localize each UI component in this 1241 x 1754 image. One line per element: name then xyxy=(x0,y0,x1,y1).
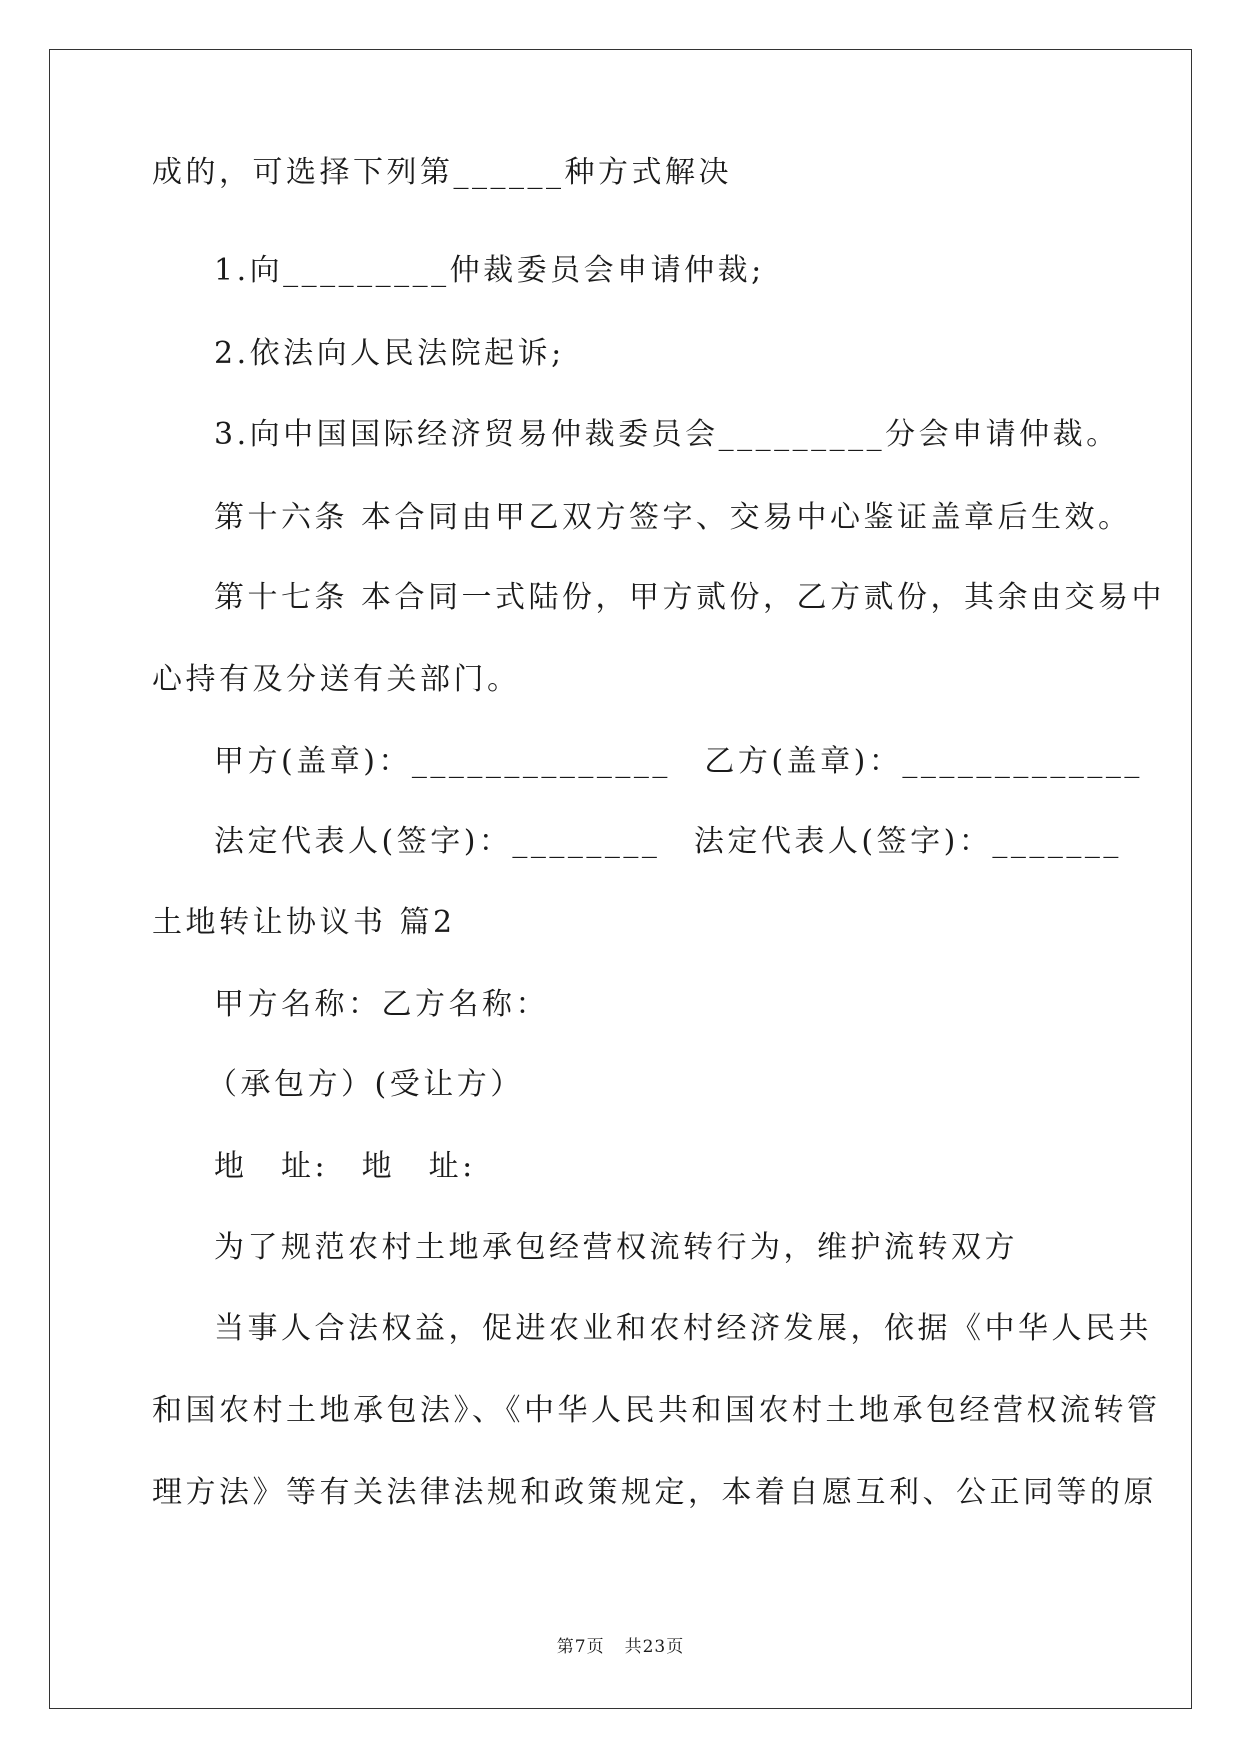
signature-line-seal: 甲方(盖章)：______________ 乙方(盖章)：_____________ xyxy=(214,744,1143,779)
text-line: 为了规范农村土地承包经营权流转行为，维护流转双方 xyxy=(214,1230,1018,1265)
text-line: 1.向_________仲裁委员会申请仲裁; xyxy=(214,253,765,288)
text-line: 第十六条 本合同由甲乙双方签字、交易中心鉴证盖章后生效。 xyxy=(214,500,1132,535)
text-line: 甲方名称：乙方名称： xyxy=(214,987,549,1022)
text-line: 和国农村土地承包法》、《中华人民共和国农村土地承包经营权流转管 xyxy=(152,1393,1161,1428)
page-footer xyxy=(0,1632,1241,1657)
section-heading: 土地转让协议书 篇2 xyxy=(152,905,456,940)
page-number: 第7页 xyxy=(556,1637,605,1657)
text-line: （承包方）(受让方） xyxy=(207,1067,524,1102)
page-border xyxy=(49,49,1192,1709)
text-line: 理方法》等有关法律法规和政策规定，本着自愿互利、公正同等的原 xyxy=(152,1475,1157,1510)
text-line: 当事人合法权益，促进农业和农村经济发展，依据《中华人民共 xyxy=(214,1311,1152,1346)
page-total: 共23页 xyxy=(624,1637,685,1657)
text-line: 地 址: 地 址: xyxy=(214,1149,476,1184)
signature-line-representative: 法定代表人(签字)：________ 法定代表人(签字)：_______ xyxy=(214,824,1122,859)
text-line: 心持有及分送有关部门。 xyxy=(152,662,521,697)
text-line: 成的，可选择下列第______种方式解决 xyxy=(152,155,732,190)
text-line: 3.向中国国际经济贸易仲裁委员会_________分会申请仲裁。 xyxy=(214,417,1120,452)
text-line: 第十七条 本合同一式陆份，甲方贰份，乙方贰份，其余由交易中 xyxy=(214,580,1166,615)
text-line: 2.依法向人民法院起诉; xyxy=(214,336,565,371)
